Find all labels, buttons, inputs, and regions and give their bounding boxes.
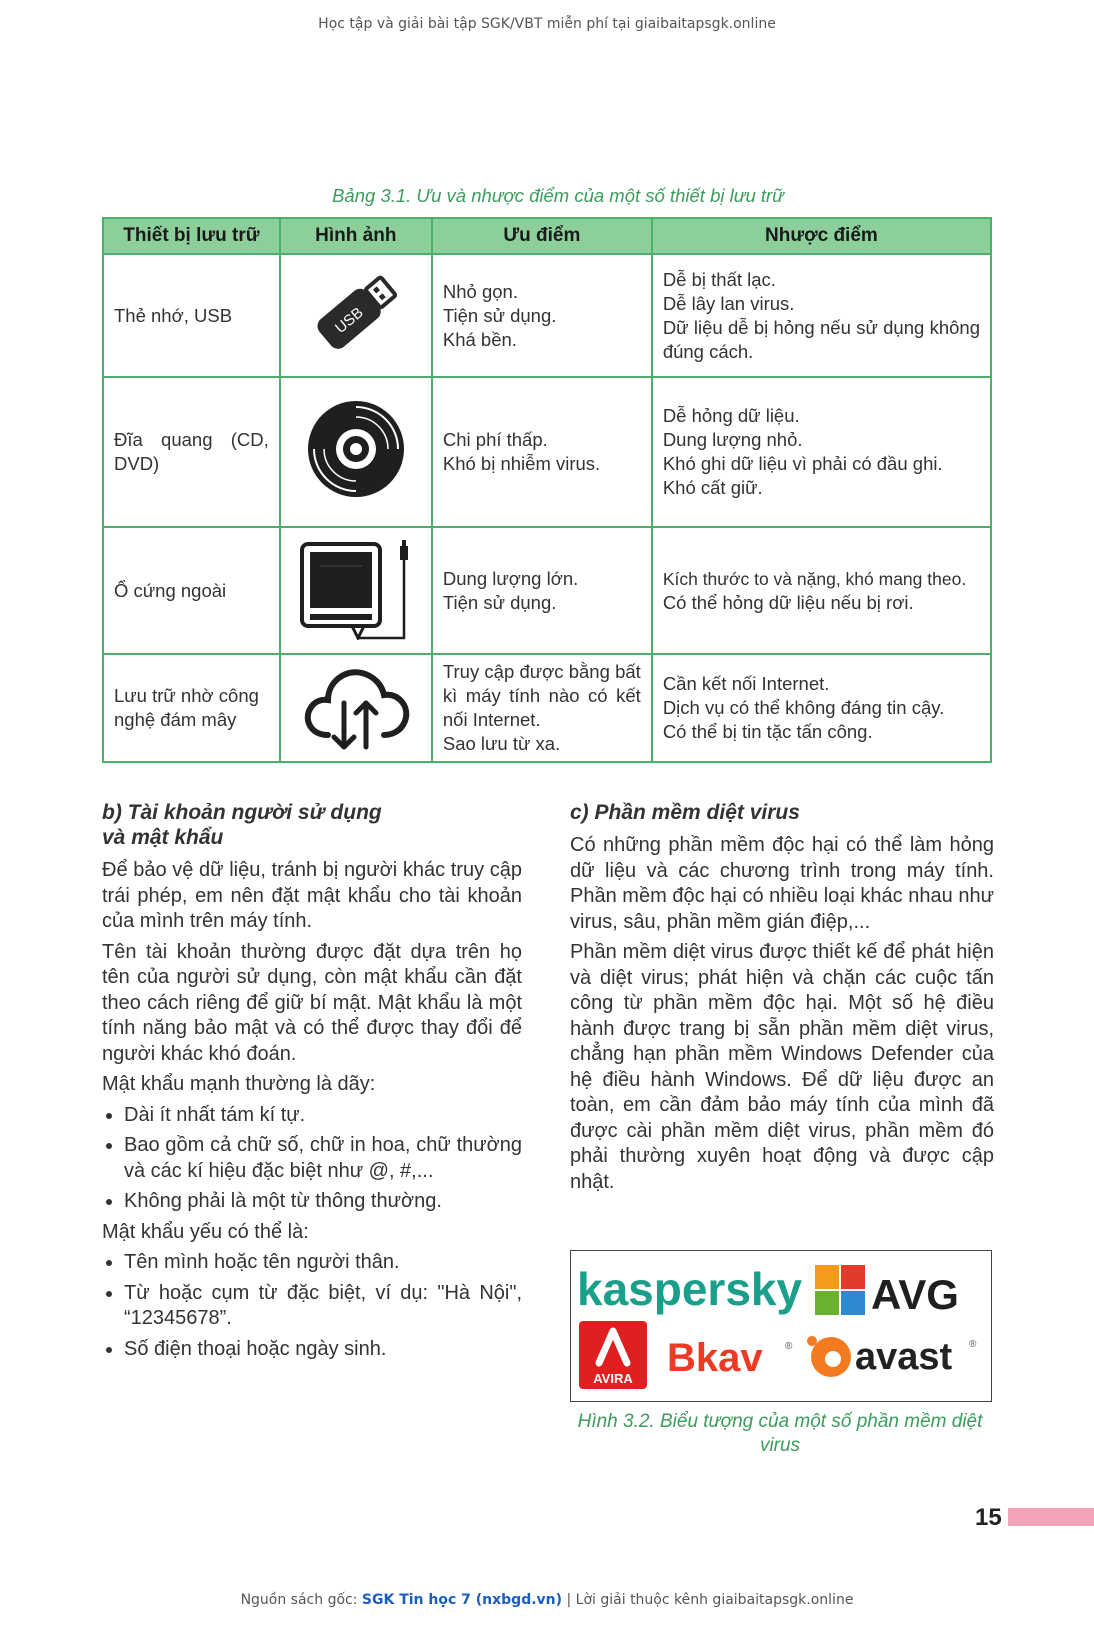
pros-line: Khó bị nhiễm virus. — [442, 453, 601, 474]
header-device: Thiết bị lưu trữ — [103, 218, 280, 254]
section-b-title: b) Tài khoản người sử dụng và mật khẩu — [102, 801, 382, 849]
paragraph: Có những phần mềm độc hại có thể làm hỏng dữ liệu và các chương trình trong máy tính. Phần mềm độc hại có nhiều loại khác nhau như virus, sâu, phần mềm gián điệp,... — [570, 834, 994, 933]
antivirus-logos-figure — [570, 1250, 992, 1402]
disc-icon — [304, 397, 408, 501]
paragraph: Phần mềm diệt virus được thiết kế để phát hiện và diệt virus; phát hiện và chặn các cuộc tấn công từ phần mềm độc hại. Một số hệ điều hành được trang bị sẵn phần mềm diệt virus, chẳng hạn phần mềm Windows Defender của hệ điều hành Windows. Để dữ liệu được an toàn, em cần đảm bảo máy tính của mình đã được cài phần mềm diệt virus, phần mềm đó phải thường xuyên hoạt động và được cập nhật. — [570, 941, 994, 1193]
avast-logo-icon — [807, 1336, 851, 1377]
pros-line: Nhỏ gọn. — [442, 280, 518, 302]
avast-logo: avast — [855, 1336, 953, 1378]
list-item: • Dài ít nhất tám kí tự. — [124, 1103, 522, 1129]
cons-cell — [652, 654, 991, 762]
pros-cell — [432, 654, 652, 762]
pros-cell — [432, 527, 652, 654]
pros-line: Truy cập được bằng bất kì máy tính nào có kết nối Internet. — [442, 661, 641, 730]
external-drive-icon — [296, 536, 416, 640]
list-item: • Từ hoặc cụm từ đặc biệt, ví dụ: "Hà Nội", “12345678”. — [124, 1281, 522, 1332]
cons-line: Cần kết nối Internet. — [662, 673, 830, 694]
device-image — [280, 377, 432, 527]
pros-cell — [432, 254, 652, 377]
storage-devices-table — [102, 217, 992, 763]
pros-line: Chi phí thấp. — [442, 429, 548, 450]
footer-source-link[interactable]: SGK Tin học 7 (nxbgd.vn) — [361, 1592, 563, 1608]
cons-line: Có thể bị tin tặc tấn công. — [662, 721, 873, 742]
device-name: Thẻ nhớ, USB — [103, 254, 280, 377]
kaspersky-logo: kaspersky — [577, 1263, 803, 1315]
weak-password-intro: Mật khẩu yếu có thể là: — [102, 1220, 309, 1243]
table-row — [103, 654, 991, 762]
usb-label: USB — [331, 303, 367, 337]
pros-line: Khá bền. — [442, 328, 517, 350]
pros-line: Sao lưu từ xa. — [442, 733, 561, 754]
strong-password-intro: Mật khẩu mạnh thường là dãy: — [102, 1073, 376, 1095]
device-name: Đĩa quang (CD, DVD) — [103, 377, 280, 527]
header-image: Hình ảnh — [280, 218, 432, 254]
device-image — [280, 527, 432, 654]
pros-line: Dung lượng lớn. — [442, 567, 579, 589]
device-image — [280, 654, 432, 762]
footer-note — [0, 1592, 1094, 1608]
page-number-bar — [1008, 1508, 1094, 1526]
header-pros: Ưu điểm — [432, 218, 652, 254]
cons-line: Có thể hỏng dữ liệu nếu bị rơi. — [662, 591, 914, 613]
weak-password-list — [102, 1250, 522, 1362]
footer-prefix: Nguồn sách gốc: — [240, 1592, 362, 1608]
cons-cell — [652, 254, 991, 377]
header-cons: Nhược điểm — [652, 218, 991, 254]
cloud-sync-icon — [298, 657, 414, 753]
table-caption: Bảng 3.1. Ưu và nhược điểm của một số thiết bị lưu trữ — [332, 185, 784, 206]
table-row — [103, 377, 991, 527]
paragraph: Để bảo vệ dữ liệu, tránh bị người khác truy cập trái phép, em nên đặt mật khẩu cho tài khoản của mình trên máy tính. — [102, 859, 522, 932]
table-row — [103, 527, 991, 654]
cons-line: Khó ghi dữ liệu vì phải có đầu ghi. — [662, 453, 943, 474]
footer-suffix: | Lời giải thuộc kênh giaibaitapsgk.online — [562, 1592, 854, 1608]
table-row — [103, 254, 991, 377]
device-image — [280, 254, 432, 377]
section-b — [102, 800, 522, 1367]
device-name: Ổ cứng ngoài — [103, 527, 280, 654]
pros-line: Tiện sử dụng. — [442, 304, 557, 326]
cons-line: Dịch vụ có thể không đáng tin cậy. — [662, 697, 945, 718]
cons-line: Dễ lây lan virus. — [662, 292, 795, 314]
section-c-title: c) Phần mềm diệt virus — [570, 801, 800, 824]
avg-logo-icon — [815, 1265, 865, 1315]
usb-icon — [306, 263, 406, 363]
cons-line: Dễ bị thất lạc. — [662, 268, 776, 290]
strong-password-list — [102, 1103, 522, 1215]
cons-cell — [652, 527, 991, 654]
cons-line: Kích thước to và nặng, khó mang theo. — [662, 568, 967, 589]
list-item: • Số điện thoại hoặc ngày sinh. — [124, 1337, 522, 1363]
avira-logo — [579, 1321, 647, 1389]
section-c — [570, 800, 994, 1200]
figure-caption: Hình 3.2. Biểu tượng của một số phần mềm diệt virus — [577, 1411, 983, 1456]
antivirus-logos — [571, 1251, 991, 1401]
bkav-logo: Bkav — [667, 1336, 763, 1380]
cons-line: Dữ liệu dễ bị hỏng nếu sử dụng không đúng cách. — [662, 316, 980, 362]
cons-line: Khó cất giữ. — [662, 477, 763, 498]
cons-line: Dễ hỏng dữ liệu. — [662, 405, 800, 426]
pros-line: Tiện sử dụng. — [442, 591, 557, 613]
avg-logo: AVG — [871, 1271, 959, 1318]
list-item: • Tên mình hoặc tên người thân. — [124, 1250, 522, 1276]
cons-line: Dung lượng nhỏ. — [662, 429, 803, 450]
pros-cell — [432, 377, 652, 527]
cons-cell — [652, 377, 991, 527]
list-item: • Bao gồm cả chữ số, chữ in hoa, chữ thường và các kí hiệu đặc biệt như @, #,... — [124, 1133, 522, 1184]
device-name: Lưu trữ nhờ công nghệ đám mây — [103, 654, 280, 762]
table-header-row — [103, 218, 991, 254]
bkav-registered-mark: ® — [785, 1341, 793, 1352]
page-number: 15 — [975, 1504, 1002, 1531]
list-item: • Không phải là một từ thông thường. — [124, 1189, 522, 1215]
avira-label: AVIRA — [593, 1371, 633, 1386]
paragraph: Tên tài khoản thường được đặt dựa trên họ tên của người sử dụng, còn mật khẩu cần đặt theo cách riêng để giữ bí mật. Mật khẩu là một tính năng bảo mật và có thể được thay đổi để người khác khó đoán. — [102, 940, 522, 1065]
avast-registered-mark: ® — [969, 1339, 977, 1350]
top-note: Học tập và giải bài tập SGK/VBT miễn phí tại giaibaitapsgk.online — [318, 16, 776, 32]
